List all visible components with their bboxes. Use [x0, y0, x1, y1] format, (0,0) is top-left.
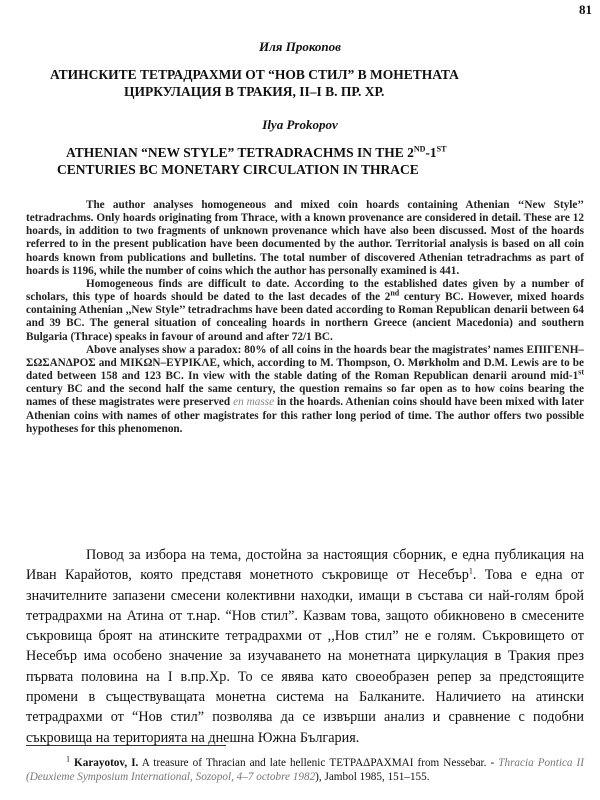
footnote-reference[interactable]: 1 — [468, 566, 473, 576]
title-bulgarian-line1: АТИНСКИТЕ ТЕТРАДРАХМИ ОТ “НОВ СТИЛ” В МОНЕТНАТА — [50, 67, 459, 82]
abstract-text: Homogeneous finds are difficult to date. According to the established dates given by a number of scholars, this type of hoards should be dated to the last decades of the 2 — [26, 277, 584, 304]
superscript: st — [578, 367, 584, 377]
author-name-english: Ilya Prokopov — [262, 117, 338, 132]
footnote-series: Thracia Pontica II (Deuxieme Symposium International, Sozopol, 4–7 octobre 1982 — [26, 757, 584, 783]
footnote-separator — [26, 745, 226, 746]
title-bulgarian-line2: ЦИРКУЛАЦИЯ В ТРАКИЯ, II–I В. ПР. ХР. — [124, 84, 385, 99]
author-name-bulgarian: Иля Прокопов — [259, 39, 341, 54]
footnote-marker: 1 — [66, 754, 70, 764]
body-text: Повод за избора на тема, достойна за настоящия сборник, е една публикация на Иван Карайотов, която представя монетното съкровище от Несебър — [26, 547, 584, 584]
body-paragraph-1 — [26, 545, 584, 748]
page-number: 81 — [579, 2, 592, 17]
abstract-text: century BC and the second half the same century, the question remains so far open as to how coins bearing the names of these magistrates were preserved — [26, 383, 584, 409]
title-english-line2: CENTURIES BC MONETARY CIRCULATION IN THRACE — [57, 162, 419, 177]
footnote-1 — [26, 754, 584, 784]
footnote-publication: ), Jambol 1985, 151–155. — [315, 770, 430, 783]
abstract-text: Above analyses show a paradox: 80% of all coins in the hoards bear the magistrates’ names ΕΠΙΓΕΝΗ–ΣΩΣΑΝΔΡΟΣ and ΜΙΚΩΝ–ΕΥΡΙΚΛΕ, which, according to M. Thompson, O. Mørkholm and D.M. Lewis are to be dated between 158 and 123 BC. In view with the stable dating of the Roman Republican denarii around mid-1 — [26, 343, 584, 383]
superscript: nd — [390, 288, 400, 298]
abstract — [26, 199, 584, 436]
footnote-title: A treasure of Thracian and late hellenic ΤΕΤΡΑΔΡΑΧΜΑΙ from Nessebar — [138, 757, 484, 769]
italic-phrase: en masse — [233, 396, 275, 409]
abstract-text: in the hoards. Athenian coins should have been mixed with later Athenian coins with names of other magistrates for this rather long period of time. The author offers two possible hypotheses for this phenomenon. — [26, 396, 585, 435]
abstract-text: century BC. However, mixed hoards containing Athenian ,,New Style’’ tetradrachms have been dated according to Roman Republican denarii between 64 and 39 BC. The general situation of concealing hoards in northern Greece (ancient Macedonia) and southern Bulgaria (Thrace) speaks in favour of around and after 72/1 BC. — [26, 291, 585, 343]
title-english-line1 — [66, 144, 446, 161]
superscript: ND — [413, 144, 426, 154]
title-english-text: ATHENIAN “NEW STYLE” TETRADRACHMS IN THE 2 — [66, 145, 414, 160]
footnote-separator-text: . - — [483, 757, 499, 769]
body-text: . Това е една от значителните запазени смесени колективни находки, имащи в състава си най-голям брой тетрадрахми на Атина от т.нар. “Нов стил”. Казвам това, защото обикновено в смесените съкровища броят на атинските тетрадрахми от ,,Нов стил” не е голям. Съкровището от Несебър има особено значение за изучаването на монетната циркулация в Тракия през първата половина на I в.пр.Хр. То се явява като своеобразен репер за предстоящите промени в съществуващата монетна система на Балканите. Наличието на атински тетрадрахми от “Нов стил” позволява да се извърши анализ и сравнение с подобни съкровища на територията на днешна Южна България. — [26, 567, 585, 746]
superscript: ST — [436, 144, 447, 154]
abstract-paragraph-1: The author analyses homogeneous and mixed coin hoards containing Athenian ‘‘New Style’’ tetradrachms. Only hoards originating from Thrace, with a known provenance are considered in detail. These are 12 hoards, in addition to two fragments of unknown provenance which have also been discussed. Most of the hoards referred to in the present publication have been documented by the author. Territorial analysis is based on all coin hoards known from publications and bulletins. The total number of discovered Athenian tetradrachms as part of hoards is 1196, while the number of coins which the author has personally examined is 441. — [26, 199, 584, 277]
main-body — [26, 545, 584, 748]
footnote-content — [26, 754, 584, 784]
footnote-author: Karayotov, I. — [74, 757, 139, 769]
abstract-paragraph-3 — [26, 344, 584, 436]
title-english-text: -1 — [425, 145, 437, 160]
abstract-paragraph-2 — [26, 278, 584, 344]
